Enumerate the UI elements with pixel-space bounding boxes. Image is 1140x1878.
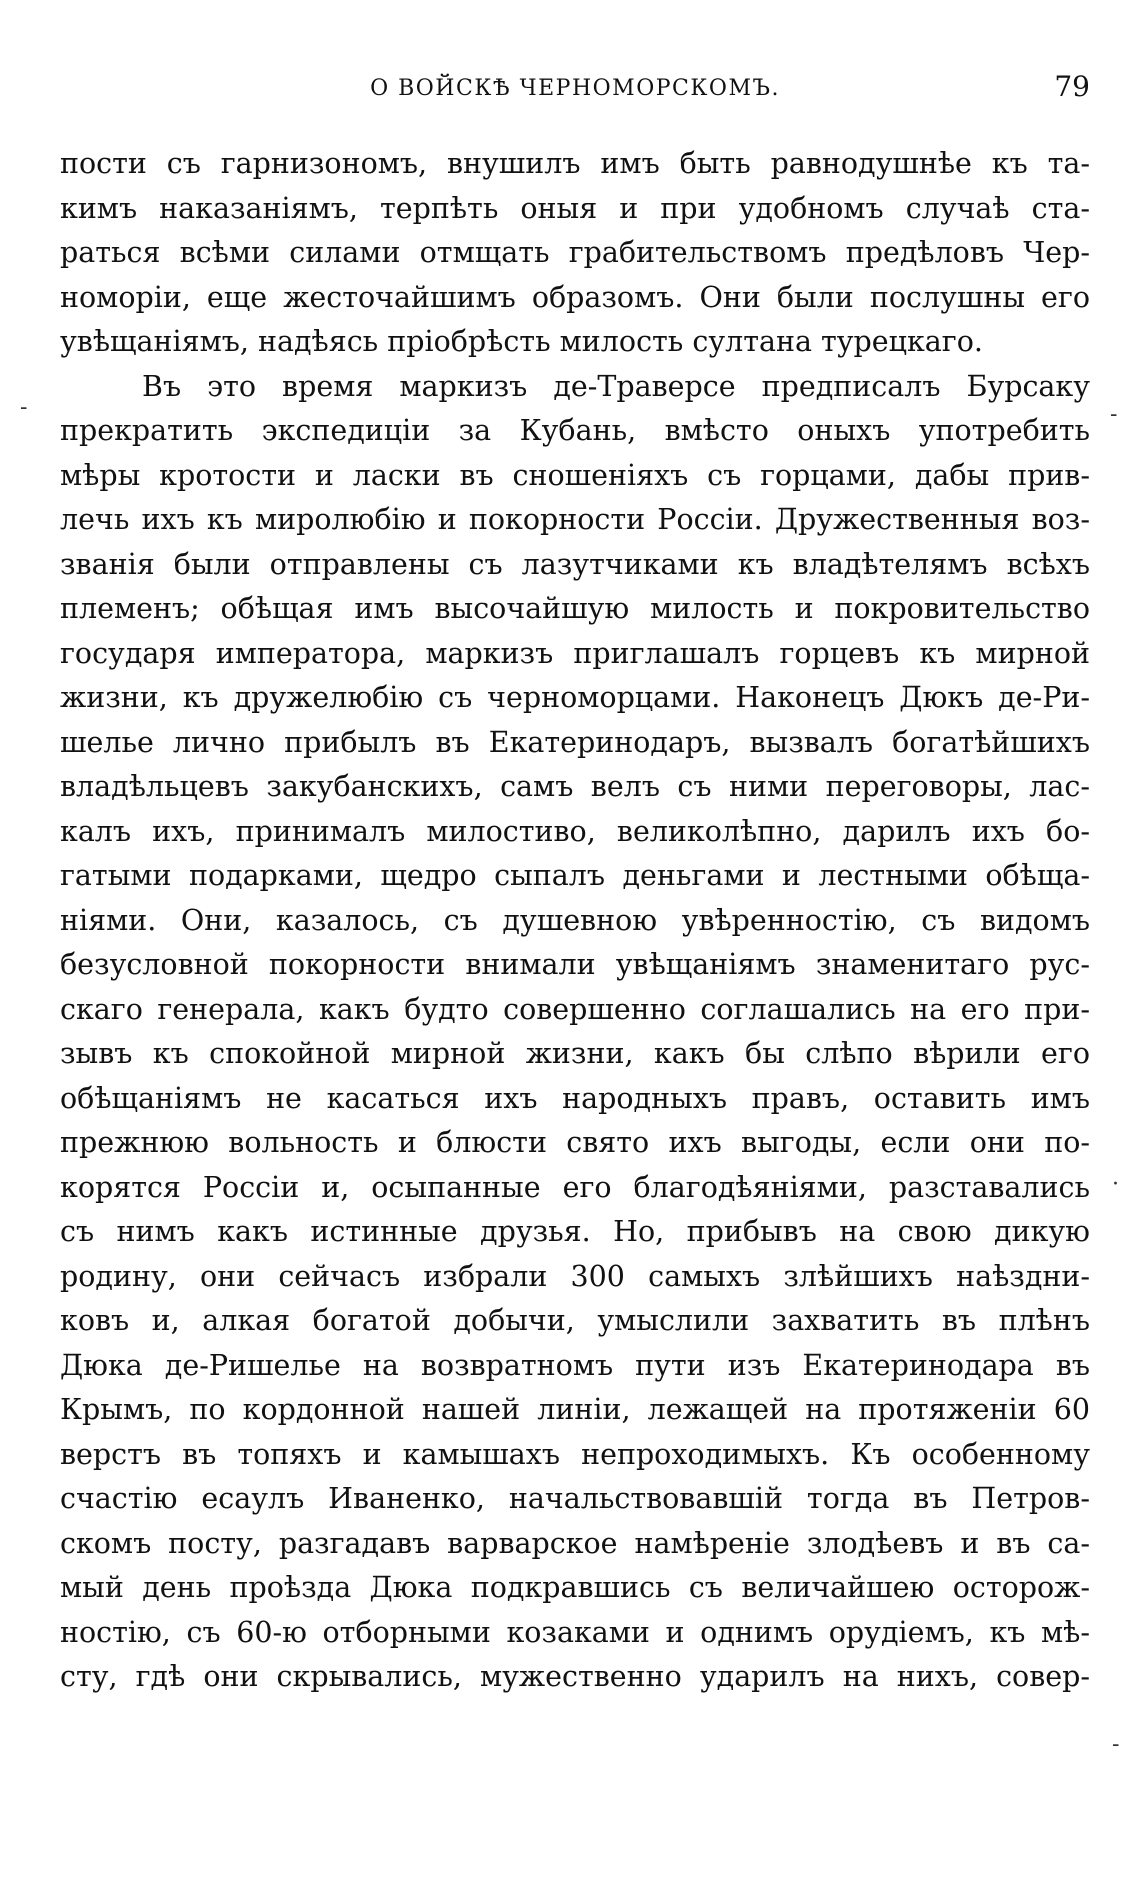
page-number: 79 xyxy=(1054,70,1090,103)
text-line: съ нимъ какъ истинные друзья. Но, прибывъ на свою дикую xyxy=(60,1215,1090,1248)
text-line: жизни, къ дружелюбію съ черноморцами. Наконецъ Дюкъ де-Ри- xyxy=(60,681,1090,714)
text-line: калъ ихъ, принималъ милостиво, великолѣпно, дарилъ ихъ бо- xyxy=(60,814,1090,848)
text-line: званія были отправлены съ лазутчиками къ владѣтелямъ всѣхъ xyxy=(60,547,1090,581)
text-line: пости съ гарнизономъ, внушилъ имъ быть равнодушнѣе къ та- xyxy=(60,147,1090,180)
text-line: номоріи, еще жесточайшимъ образомъ. Они были послушны его xyxy=(60,280,1090,314)
text-line: скомъ посту, разгадавъ варварское намѣреніе злодѣевъ и въ са- xyxy=(60,1526,1090,1560)
text-line: зывъ къ спокойной мирной жизни, какъ бы слѣпо вѣрили его xyxy=(60,1037,1090,1070)
text-line: ностію, съ 60-ю отборными козаками и однимъ орудіемъ, къ мѣ- xyxy=(60,1615,1090,1649)
text-line: государя императора, маркизъ приглашалъ горцевъ къ мирной xyxy=(60,636,1090,670)
text-line: безусловной покорности внимали увѣщаніямъ знаменитаго рус- xyxy=(60,948,1090,981)
text-line: прежнюю вольность и блюсти свято ихъ выгоды, если они по- xyxy=(60,1126,1090,1159)
text-line: сту, гдѣ они скрывались, мужественно ударилъ на нихъ, совер- xyxy=(60,1660,1090,1693)
text-line: мѣры кротости и ласки въ сношеніяхъ съ горцами, дабы прив- xyxy=(60,458,1090,492)
running-head xyxy=(60,70,1090,110)
margin-mark-right-dot: · xyxy=(1112,1172,1119,1197)
text-line: ніями. Они, казалось, съ душевною увѣренностію, съ видомъ xyxy=(60,903,1090,937)
text-line: обѣщаніямъ не касаться ихъ народныхъ правъ, оставить имъ xyxy=(60,1081,1090,1115)
text-line: верстъ въ топяхъ и камышахъ непроходимыхъ. Къ особенному xyxy=(60,1437,1090,1471)
margin-mark-left: - xyxy=(20,395,28,420)
text-line: мый день проѣзда Дюка подкравшись съ величайшею осторож- xyxy=(60,1571,1090,1604)
text-line: корятся Россіи и, осыпанные его благодѣяніями, разставались xyxy=(60,1170,1090,1204)
text-line: лечь ихъ къ миролюбію и покорности Россіи. Дружественныя воз- xyxy=(60,503,1090,536)
text-line: гатыми подарками, щедро сыпалъ деньгами и лестными обѣща- xyxy=(60,859,1090,892)
text-line: владѣльцевъ закубанскихъ, самъ велъ съ ними переговоры, лас- xyxy=(60,770,1090,803)
margin-mark-right: - xyxy=(1110,402,1118,427)
paragraph-first-line: Въ это время маркизъ де-Траверсе предписалъ Бурсаку xyxy=(142,369,1090,403)
margin-mark-right-tick: - xyxy=(1112,1732,1120,1757)
text-line: родину, они сейчасъ избрали 300 самыхъ злѣйшихъ наѣздни- xyxy=(60,1259,1090,1293)
text-line: прекратить экспедиціи за Кубань, вмѣсто оныхъ употребить xyxy=(60,414,1090,447)
text-line: Крымъ, по кордонной нашей линіи, лежащей на протяженіи 60 xyxy=(60,1393,1090,1426)
text-line: племенъ; обѣщая имъ высочайшую милость и покровительство xyxy=(60,592,1090,625)
text-line: ковъ и, алкая богатой добычи, умыслили захватить въ плѣнъ xyxy=(60,1304,1090,1337)
text-line: увѣщаніямъ, надѣясь пріобрѣсть милость султана турецкаго. xyxy=(60,325,983,358)
text-line: шелье лично прибылъ въ Екатеринодаръ, вызвалъ богатѣйшихъ xyxy=(60,725,1090,759)
text-line: Дюка де-Ришелье на возвратномъ пути изъ Екатеринодара въ xyxy=(60,1348,1090,1382)
text-line: счастію есаулъ Иваненко, начальствовавшій тогда въ Петров- xyxy=(60,1482,1090,1515)
body-text xyxy=(60,142,1090,1700)
text-line: скаго генерала, какъ будто совершенно соглашались на его при- xyxy=(60,992,1090,1026)
text-line: кимъ наказаніямъ, терпѣть оныя и при удобномъ случаѣ ста- xyxy=(60,191,1090,225)
running-title: О ВОЙСКѢ ЧЕРНОМОРСКОМЪ. xyxy=(370,76,780,101)
text-line: раться всѣми силами отмщать грабительствомъ предѣловъ Чер- xyxy=(60,236,1090,269)
